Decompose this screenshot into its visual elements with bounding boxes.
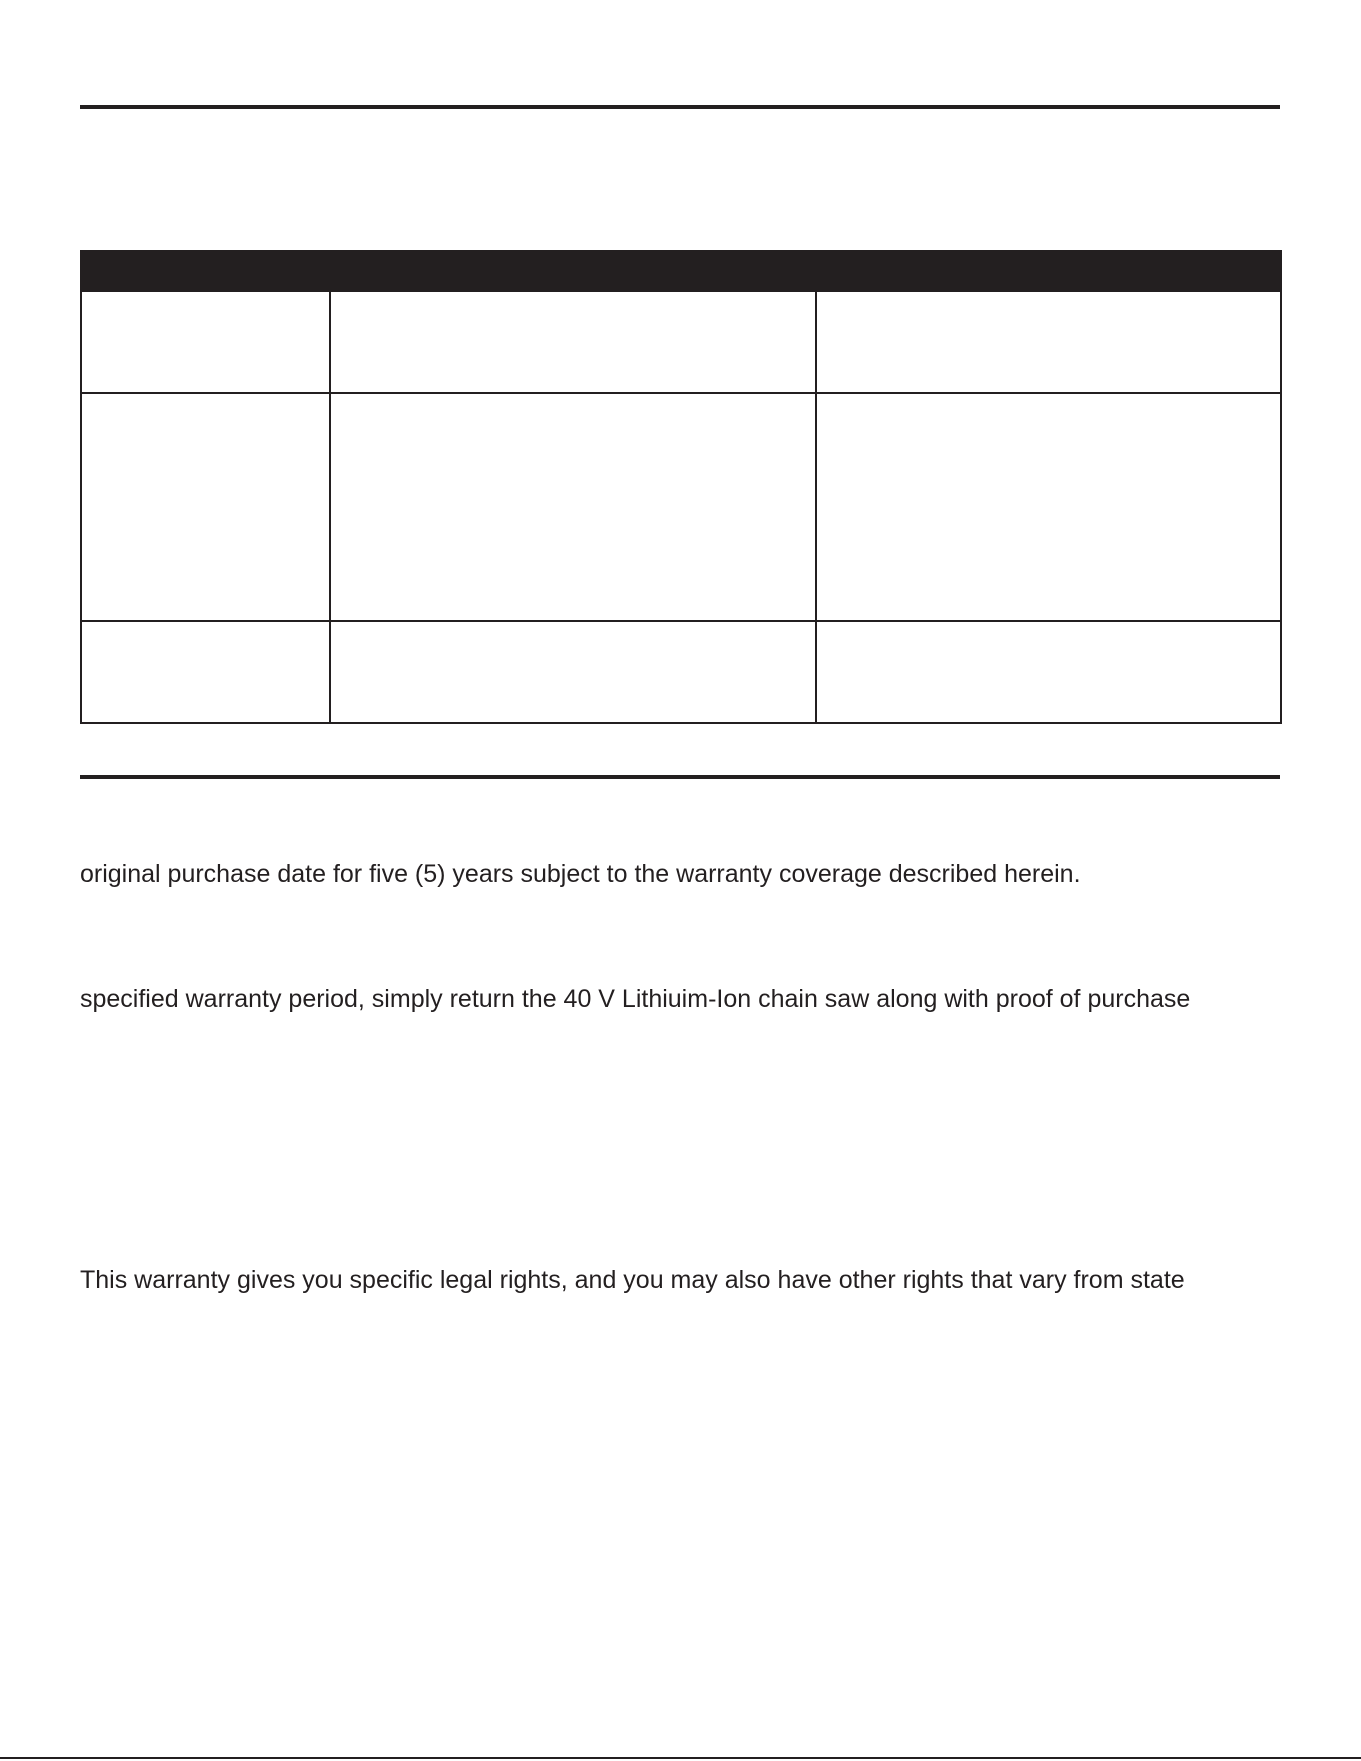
warranty-text-line: original purchase date for five (5) years subject to the warranty coverage described herein. — [80, 860, 1081, 888]
table-cell — [816, 621, 1281, 723]
top-divider — [80, 105, 1280, 109]
table-cell — [330, 393, 816, 621]
table-row — [81, 291, 1281, 393]
table-cell — [81, 291, 330, 393]
section-divider — [80, 775, 1280, 779]
table-cell — [816, 393, 1281, 621]
table-header-bar — [81, 251, 1281, 291]
troubleshooting-table-container — [80, 250, 1280, 724]
table-cell — [81, 621, 330, 723]
table-cell — [81, 393, 330, 621]
table-header-row — [81, 251, 1281, 291]
table-row — [81, 621, 1281, 723]
warranty-text-line: This warranty gives you specific legal rights, and you may also have other rights that vary from state — [80, 1266, 1185, 1294]
table-cell — [816, 291, 1281, 393]
table-row — [81, 393, 1281, 621]
page-bottom-edge — [0, 1757, 1361, 1759]
warranty-text-line: specified warranty period, simply return the 40 V Lithiuim-Ion chain saw along with proof of purchase — [80, 985, 1191, 1013]
table-cell — [330, 621, 816, 723]
troubleshooting-table — [80, 250, 1282, 724]
table-cell — [330, 291, 816, 393]
